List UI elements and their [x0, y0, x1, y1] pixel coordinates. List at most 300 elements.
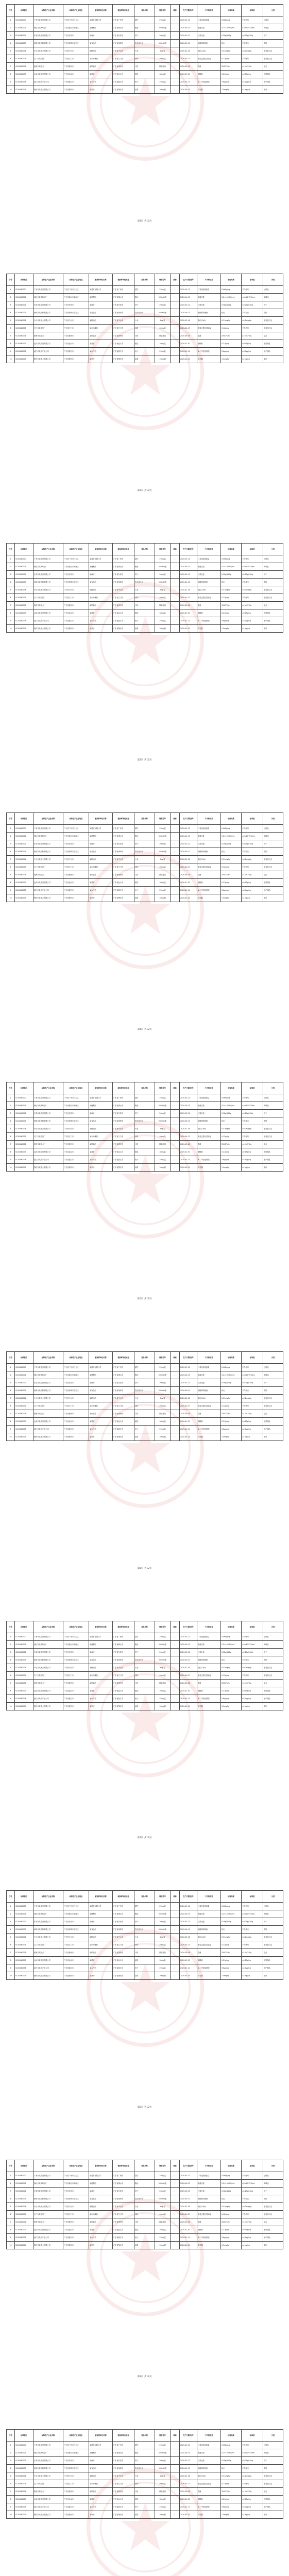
- table-cell: ≤4.0μg/kg: [242, 617, 263, 625]
- table-cell: 草甘膦: [197, 894, 221, 902]
- table-row: [7, 63, 283, 71]
- table-cell: 400g/袋: [155, 594, 171, 602]
- table-cell: 不得检出: [242, 40, 263, 47]
- table-row: [7, 317, 283, 325]
- table-cell: 霉菌: [197, 332, 221, 340]
- table-header-row: [7, 1082, 283, 1094]
- table-cell: /: [171, 309, 180, 317]
- table-cell: ≤150CFU/g: [242, 1410, 263, 1418]
- table-cell: ≤0.25g/100g: [242, 840, 263, 848]
- table-cell: ≤3×10⁴CFU/mL: [242, 833, 263, 840]
- table-row: [7, 887, 283, 894]
- table-cell: SC20440007: [15, 340, 33, 348]
- table-cell: 水果制品: [263, 1957, 283, 1964]
- table-cell: 大米: [134, 2203, 155, 2211]
- table-cell: 8: [7, 2496, 15, 2503]
- table-cell: 0.38g/100g: [221, 1379, 242, 1387]
- table-cell: 深圳市某饮料有限公司: [33, 309, 63, 317]
- table-cell: /: [171, 1094, 180, 1102]
- table-cell: 草甘膦: [197, 1703, 221, 1710]
- column-header: 检验结果: [221, 1352, 242, 1364]
- table-cell: 广东省汕头市: [113, 2496, 134, 2503]
- table-cell: /: [171, 24, 180, 32]
- table-cell: 水产制品: [263, 1426, 283, 1433]
- table-cell: 蜜饯: [134, 1418, 155, 1426]
- table-cell: 550mL/瓶: [155, 2195, 171, 2203]
- table-cell: 2020-05-12: [180, 2172, 197, 2180]
- table-cell: 某烘焙店: [89, 1680, 113, 1687]
- column-header: 被抽样单位名称: [89, 1621, 113, 1633]
- table-cell: 广东省中山市: [113, 586, 134, 594]
- table-cell: 2020-05-01: [180, 1656, 197, 1664]
- table-row: [7, 1164, 283, 1172]
- table-cell: 某超市: [89, 71, 113, 78]
- table-cell: ≤0.2mg/kg: [242, 856, 263, 863]
- table-cell: 不得使用: [242, 16, 263, 24]
- table-cell: ≤0.15g/kg: [242, 609, 263, 617]
- table-row: [7, 78, 283, 86]
- table-cell: ≤0.25g/100g: [242, 32, 263, 40]
- table-cell: 4: [7, 2465, 15, 2472]
- table-cell: 2020-03-11: [180, 887, 197, 894]
- table-row: [7, 840, 283, 848]
- table-cell: SC20440008: [15, 617, 33, 625]
- table-cell: 佛山市某调味品厂: [33, 2449, 63, 2457]
- table-row: [7, 1133, 283, 1141]
- table-cell: 2020-03-21: [180, 571, 197, 579]
- table-cell: SC20440002: [15, 1110, 33, 1117]
- table-cell: 饼干: [263, 301, 283, 309]
- table-cell: 广州市某食品有限公司: [33, 2442, 63, 2449]
- table-cell: 180g/袋: [155, 2496, 171, 2503]
- table-cell: 某水产店: [89, 2234, 113, 2242]
- table-cell: 某水产店: [89, 1426, 113, 1433]
- table-cell: 320CFU/g: [221, 1680, 242, 1687]
- column-header: 标称生产企业名称: [33, 2160, 63, 2172]
- table-cell: /: [171, 1110, 180, 1117]
- table-cell: 绿茶: [134, 1164, 155, 1172]
- table-row: [7, 2195, 283, 2203]
- table-row: [7, 2503, 283, 2511]
- table-cell: /: [171, 2242, 180, 2249]
- table-cell: /: [171, 1125, 180, 1133]
- table-cell: 2020-04-03: [180, 2449, 197, 2457]
- table-cell: 广东省惠州市: [63, 1141, 89, 1148]
- table-row: [7, 1664, 283, 1672]
- table-cell: 2020-04-27: [180, 1402, 197, 1410]
- document-page: [6, 1082, 283, 1316]
- table-cell: 5.2×10⁴CFU/mL: [221, 2180, 242, 2188]
- table-cell: 广东省东莞市: [63, 1110, 89, 1117]
- column-header: 被抽样单位名称: [89, 1082, 113, 1094]
- table-cell: ≤0.25g/100g: [242, 301, 263, 309]
- table-cell: /: [171, 16, 180, 24]
- table-cell: 广东省江门市: [113, 1941, 134, 1949]
- table-cell: ≤4.0μg/kg: [242, 887, 263, 894]
- table-cell: 400g/袋: [155, 2480, 171, 2488]
- table-cell: 广东省湛江市: [63, 2503, 89, 2511]
- table-cell: SC20440005: [15, 1133, 33, 1141]
- table-cell: 2020-04-15: [180, 1433, 197, 1441]
- table-cell: ≤3×10⁴CFU/mL: [242, 1371, 263, 1379]
- table-cell: 水果制品: [263, 340, 283, 348]
- table-cell: 500mL/瓶: [155, 1641, 171, 1649]
- document-page: [6, 2429, 283, 2576]
- table-cell: 草甘膦: [197, 2511, 221, 2519]
- table-cell: /: [171, 879, 180, 887]
- table-cell: 广州市某食品有限公司: [33, 1094, 63, 1102]
- table-cell: 400g/袋: [155, 325, 171, 332]
- table-cell: 4: [7, 309, 15, 317]
- table-cell: 草甘膦: [197, 2242, 221, 2249]
- table-cell: 菌落总数: [197, 563, 221, 571]
- table-row: [7, 1395, 283, 1402]
- table-cell: SC20440002: [15, 840, 33, 848]
- table-cell: 2020-02-16: [180, 47, 197, 55]
- table-cell: /: [171, 602, 180, 609]
- table-cell: 2: [7, 833, 15, 840]
- table-cell: 散装称重: [155, 1141, 171, 1148]
- table-cell: 5.2×10⁴CFU/mL: [221, 1102, 242, 1110]
- table-cell: 月饼: [134, 2218, 155, 2226]
- table-cell: 广东省江门市: [113, 325, 134, 332]
- table-cell: 湛江市某水产品公司: [33, 1695, 63, 1703]
- table-cell: 广东省佛山市南海区: [63, 1371, 89, 1379]
- table-cell: SC20440007: [15, 71, 33, 78]
- table-cell: 5.2×10⁴CFU/mL: [221, 24, 242, 32]
- table-cell: 广东省汕头市: [113, 1418, 134, 1426]
- table-cell: SC20440005: [15, 2480, 33, 2488]
- table-cell: 某便利店: [89, 1910, 113, 1918]
- table-cell: 0.38g/100g: [221, 2457, 242, 2465]
- table-cell: 9: [7, 1156, 15, 1164]
- table-cell: 某市场摊档: [89, 1672, 113, 1680]
- table-cell: 铜绿假单胞菌: [197, 309, 221, 317]
- table-cell: 0.068g/kg: [221, 2172, 242, 2180]
- table-row: [7, 2218, 283, 2226]
- table-cell: 5.2×10⁴CFU/mL: [221, 1641, 242, 1649]
- table-cell: /: [171, 2195, 180, 2203]
- table-cell: 饼干: [263, 1918, 283, 1926]
- table-cell: 饼干: [134, 301, 155, 309]
- table-cell: 广东省肇庆市: [113, 1703, 134, 1710]
- table-cell: 5kg/袋: [155, 586, 171, 594]
- table-cell: 湛江市某水产品公司: [33, 2234, 63, 2242]
- table-cell: ≤3×10⁴CFU/mL: [242, 2449, 263, 2457]
- table-cell: 饮料: [263, 2195, 283, 2203]
- table-cell: SC20440000: [15, 1094, 33, 1102]
- table-cell: SC20440004: [15, 2472, 33, 2480]
- table-row: [7, 348, 283, 355]
- table-cell: 检出: [221, 40, 242, 47]
- column-header: 分类: [263, 5, 283, 16]
- table-cell: 广东省湛江市: [63, 1964, 89, 1972]
- table-cell: /: [171, 848, 180, 856]
- table-row: [7, 609, 283, 617]
- table-cell: 8: [7, 340, 15, 348]
- table-cell: /: [171, 1133, 180, 1141]
- table-cell: 某便利店: [89, 294, 113, 301]
- table-cell: /: [171, 571, 180, 579]
- table-cell: 9: [7, 887, 15, 894]
- table-row: [7, 625, 283, 633]
- table-cell: SC20440002: [15, 2457, 33, 2465]
- table-cell: 广东省广州市: [113, 1633, 134, 1641]
- column-header: 标称生产企业名称: [33, 1621, 63, 1633]
- table-cell: 汕头市某食品有限公司: [33, 1148, 63, 1156]
- table-cell: 某便利店: [89, 1641, 113, 1649]
- table-cell: 草甘膦: [197, 1972, 221, 1980]
- table-cell: 江门市某食品厂: [33, 55, 63, 63]
- table-cell: 肇庆市某茶业有限公司: [33, 2511, 63, 2519]
- table-cell: /: [171, 1148, 180, 1156]
- table-cell: 东莞市某食品有限公司: [33, 840, 63, 848]
- table-cell: 250g/袋: [155, 1094, 171, 1102]
- table-cell: 霉菌: [197, 2488, 221, 2496]
- table-cell: 400g/袋: [155, 55, 171, 63]
- table-cell: 0.31mg/kg: [221, 2472, 242, 2480]
- column-header: 抽样编号: [15, 1082, 33, 1094]
- table-cell: SC20440007: [15, 1148, 33, 1156]
- table-cell: 某超市有限公司: [89, 2172, 113, 2180]
- table-cell: ≤0.15g/kg: [242, 1418, 263, 1426]
- table-cell: 广东省深圳市: [113, 2195, 134, 2203]
- table-cell: 2020-04-15: [180, 1164, 197, 1172]
- table-cell: 广东省江门市: [63, 1672, 89, 1680]
- table-cell: 200g/包: [155, 1110, 171, 1117]
- table-cell: 霉菌: [197, 871, 221, 879]
- table-cell: 菌落总数: [197, 2449, 221, 2457]
- table-cell: /: [171, 2203, 180, 2211]
- table-cell: 不得使用: [242, 1133, 263, 1141]
- table-cell: 菌落总数: [197, 1641, 221, 1649]
- table-cell: 4: [7, 848, 15, 856]
- table-cell: 蜜饯: [134, 1687, 155, 1695]
- table-cell: 2020-04-03: [180, 1641, 197, 1649]
- table-cell: 0.38g/100g: [221, 2188, 242, 2195]
- table-cell: /: [171, 294, 180, 301]
- column-header: 被抽样单位地址: [113, 1082, 134, 1094]
- table-cell: 广东省广州市白云区: [63, 1364, 89, 1371]
- table-cell: 某粮油店: [89, 317, 113, 325]
- table-cell: 不得使用: [242, 1672, 263, 1680]
- table-cell: 180g/袋: [155, 71, 171, 78]
- table-cell: 广东省中山市: [63, 1934, 89, 1941]
- table-cell: 广东省江门市: [63, 1402, 89, 1410]
- column-header: 食品名称: [134, 1082, 155, 1094]
- table-cell: 粮食加工品: [263, 1941, 283, 1949]
- table-cell: 深圳市某饮料有限公司: [33, 848, 63, 856]
- table-cell: 8: [7, 879, 15, 887]
- table-cell: 广东省广州市白云区: [63, 286, 89, 294]
- table-cell: 饮用纯净水: [134, 579, 155, 586]
- column-header: 序号: [7, 1352, 15, 1364]
- table-cell: 检出: [221, 1117, 242, 1125]
- table-cell: 粮食加工品: [263, 1125, 283, 1133]
- table-cell: 广东省江门市: [63, 594, 89, 602]
- column-header: 不合格项目: [197, 544, 221, 555]
- table-cell: 蜜饯: [134, 2226, 155, 2234]
- table-cell: 5.2×10⁴CFU/mL: [221, 563, 242, 571]
- table-row: [7, 1633, 283, 1641]
- table-cell: 0.12g/kg: [221, 325, 242, 332]
- table-cell: 铜绿假单胞菌: [197, 2195, 221, 2203]
- table-cell: 广东省佛山市: [113, 833, 134, 840]
- column-header: 检验结果: [221, 2430, 242, 2442]
- table-cell: 2020-05-01: [180, 1387, 197, 1395]
- table-cell: 2020-02-16: [180, 1125, 197, 1133]
- column-header: 检验结果: [221, 1621, 242, 1633]
- table-cell: 广东省惠州市: [113, 2488, 134, 2496]
- table-cell: 广东省惠州市: [113, 63, 134, 71]
- table-cell: 2020-01-30: [180, 2496, 197, 2503]
- table-cell: 广东省东莞市: [113, 301, 134, 309]
- table-cell: 2020-05-08: [180, 602, 197, 609]
- table-cell: 0.21g/kg: [221, 1957, 242, 1964]
- table-row: [7, 1379, 283, 1387]
- table-cell: 饮用纯净水: [134, 1656, 155, 1664]
- table-cell: 2020-05-01: [180, 848, 197, 856]
- table-cell: 绿茶: [134, 1703, 155, 1710]
- table-cell: 霉菌: [197, 63, 221, 71]
- table-cell: SC20440001: [15, 2180, 33, 2188]
- table-row: [7, 1364, 283, 1371]
- table-cell: 广东省深圳市宝安区: [63, 1926, 89, 1934]
- table-cell: 1: [7, 2172, 15, 2180]
- table-cell: 1.5mg/kg: [221, 86, 242, 94]
- table-cell: ≤0.2mg/kg: [242, 1934, 263, 1941]
- column-header: 序号: [7, 274, 15, 286]
- table-row: [7, 86, 283, 94]
- table-cell: 豆制品: [263, 16, 283, 24]
- table-cell: SC20440003: [15, 1926, 33, 1934]
- table-cell: 2020-03-11: [180, 1426, 197, 1433]
- table-cell: 250g/袋: [155, 825, 171, 833]
- table-cell: 二氧化硫残留量: [197, 1094, 221, 1102]
- table-cell: 某便利店: [89, 563, 113, 571]
- table-cell: 饮料: [263, 40, 283, 47]
- table-cell: 检出: [221, 579, 242, 586]
- table-cell: 某食品店: [89, 579, 113, 586]
- column-header: 分类: [263, 1352, 283, 1364]
- table-cell: 饮用纯净水: [134, 2465, 155, 2472]
- table-cell: 糖精钠: [197, 879, 221, 887]
- table-cell: 酱油: [134, 24, 155, 32]
- table-cell: /: [171, 348, 180, 355]
- table-cell: 广东省中山市: [63, 317, 89, 325]
- table-cell: SC20440005: [15, 1672, 33, 1680]
- table-cell: 2020-03-11: [180, 348, 197, 355]
- table-cell: 散装称重: [155, 2488, 171, 2496]
- column-header: 不合格项目: [197, 813, 221, 825]
- table-cell: 绿茶: [134, 625, 155, 633]
- column-header: 标准值: [242, 813, 263, 825]
- table-cell: 1.5mg/kg: [221, 1433, 242, 1441]
- column-header: 规格型号: [155, 2160, 171, 2172]
- table-cell: 不得使用: [242, 555, 263, 563]
- column-header: 商标: [171, 1621, 180, 1633]
- table-cell: 饮用纯净水: [134, 2195, 155, 2203]
- table-row: [7, 833, 283, 840]
- column-header: 规格型号: [155, 1891, 171, 1903]
- table-cell: 饼干: [134, 1649, 155, 1656]
- table-row: [7, 1649, 283, 1656]
- column-header: 分类: [263, 544, 283, 555]
- table-cell: 深圳市某饮料有限公司: [33, 1926, 63, 1934]
- table-cell: 广东省深圳市宝安区: [63, 2195, 89, 2203]
- table-cell: 月饼: [134, 602, 155, 609]
- table-cell: 2020-04-27: [180, 2480, 197, 2488]
- table-cell: 2020-04-15: [180, 625, 197, 633]
- table-cell: 饮料: [263, 1656, 283, 1664]
- table-cell: 广东省湛江市: [113, 617, 134, 625]
- table-cell: 2020-02-16: [180, 1934, 197, 1941]
- column-header: 不合格项目: [197, 1891, 221, 1903]
- table-cell: 5.2×10⁴CFU/mL: [221, 1910, 242, 1918]
- table-cell: 0.068g/kg: [221, 1094, 242, 1102]
- table-cell: 广东省惠州市: [63, 2218, 89, 2226]
- table-cell: 腐竹: [134, 286, 155, 294]
- column-header: 被抽样单位名称: [89, 2430, 113, 2442]
- table-cell: SC20440006: [15, 1949, 33, 1957]
- table-cell: /: [171, 1918, 180, 1926]
- table-cell: 广东省江门市: [113, 1672, 134, 1680]
- table-cell: 2020-03-11: [180, 2503, 197, 2511]
- table-cell: 1.5mg/kg: [221, 355, 242, 363]
- table-cell: 月饼: [134, 63, 155, 71]
- table-cell: 调味品: [263, 1910, 283, 1918]
- table-header-row: [7, 2430, 283, 2442]
- table-cell: 9: [7, 2234, 15, 2242]
- column-header: 标称生产企业地址: [63, 1082, 89, 1094]
- table-cell: 广东省江门市: [63, 325, 89, 332]
- table-cell: 粮食加工品: [263, 55, 283, 63]
- table-cell: 2020-04-03: [180, 1910, 197, 1918]
- table-cell: /: [171, 1972, 180, 1980]
- table-cell: 广东省广州市: [113, 1094, 134, 1102]
- table-cell: 某超市: [89, 609, 113, 617]
- table-cell: 0.21g/kg: [221, 609, 242, 617]
- table-cell: 500mL/瓶: [155, 2449, 171, 2457]
- table-cell: 肇庆市某茶业有限公司: [33, 1433, 63, 1441]
- table-cell: 10: [7, 894, 15, 902]
- table-cell: 饼干: [263, 2457, 283, 2465]
- table-cell: 2020-04-15: [180, 1703, 197, 1710]
- table-row: [7, 2226, 283, 2234]
- table-cell: 320CFU/g: [221, 1141, 242, 1148]
- table-cell: 广东省中山市: [63, 586, 89, 594]
- column-header: 标准值: [242, 1352, 263, 1364]
- table-cell: 0.12g/kg: [221, 2480, 242, 2488]
- table-cell: 2: [7, 563, 15, 571]
- table-cell: 广东省佛山市南海区: [63, 2449, 89, 2457]
- table-cell: 糕点: [263, 332, 283, 340]
- table-cell: 广东省深圳市: [113, 1926, 134, 1934]
- column-header: 被抽样单位名称: [89, 5, 113, 16]
- table-cell: 某烘焙店: [89, 1141, 113, 1148]
- table-cell: 250g/袋: [155, 1903, 171, 1910]
- table-cell: 镉(以Cd计): [197, 1395, 221, 1402]
- table-cell: 3: [7, 1918, 15, 1926]
- table-cell: 江门市某食品厂: [33, 2480, 63, 2488]
- table-cell: /: [171, 1703, 180, 1710]
- table-cell: 0.31mg/kg: [221, 1934, 242, 1941]
- table-cell: 广东省深圳市: [113, 40, 134, 47]
- table-cell: 广东省肇庆市: [63, 2242, 89, 2249]
- column-header: 标称生产企业名称: [33, 1352, 63, 1364]
- table-row: [7, 848, 283, 856]
- table-cell: /: [171, 2503, 180, 2511]
